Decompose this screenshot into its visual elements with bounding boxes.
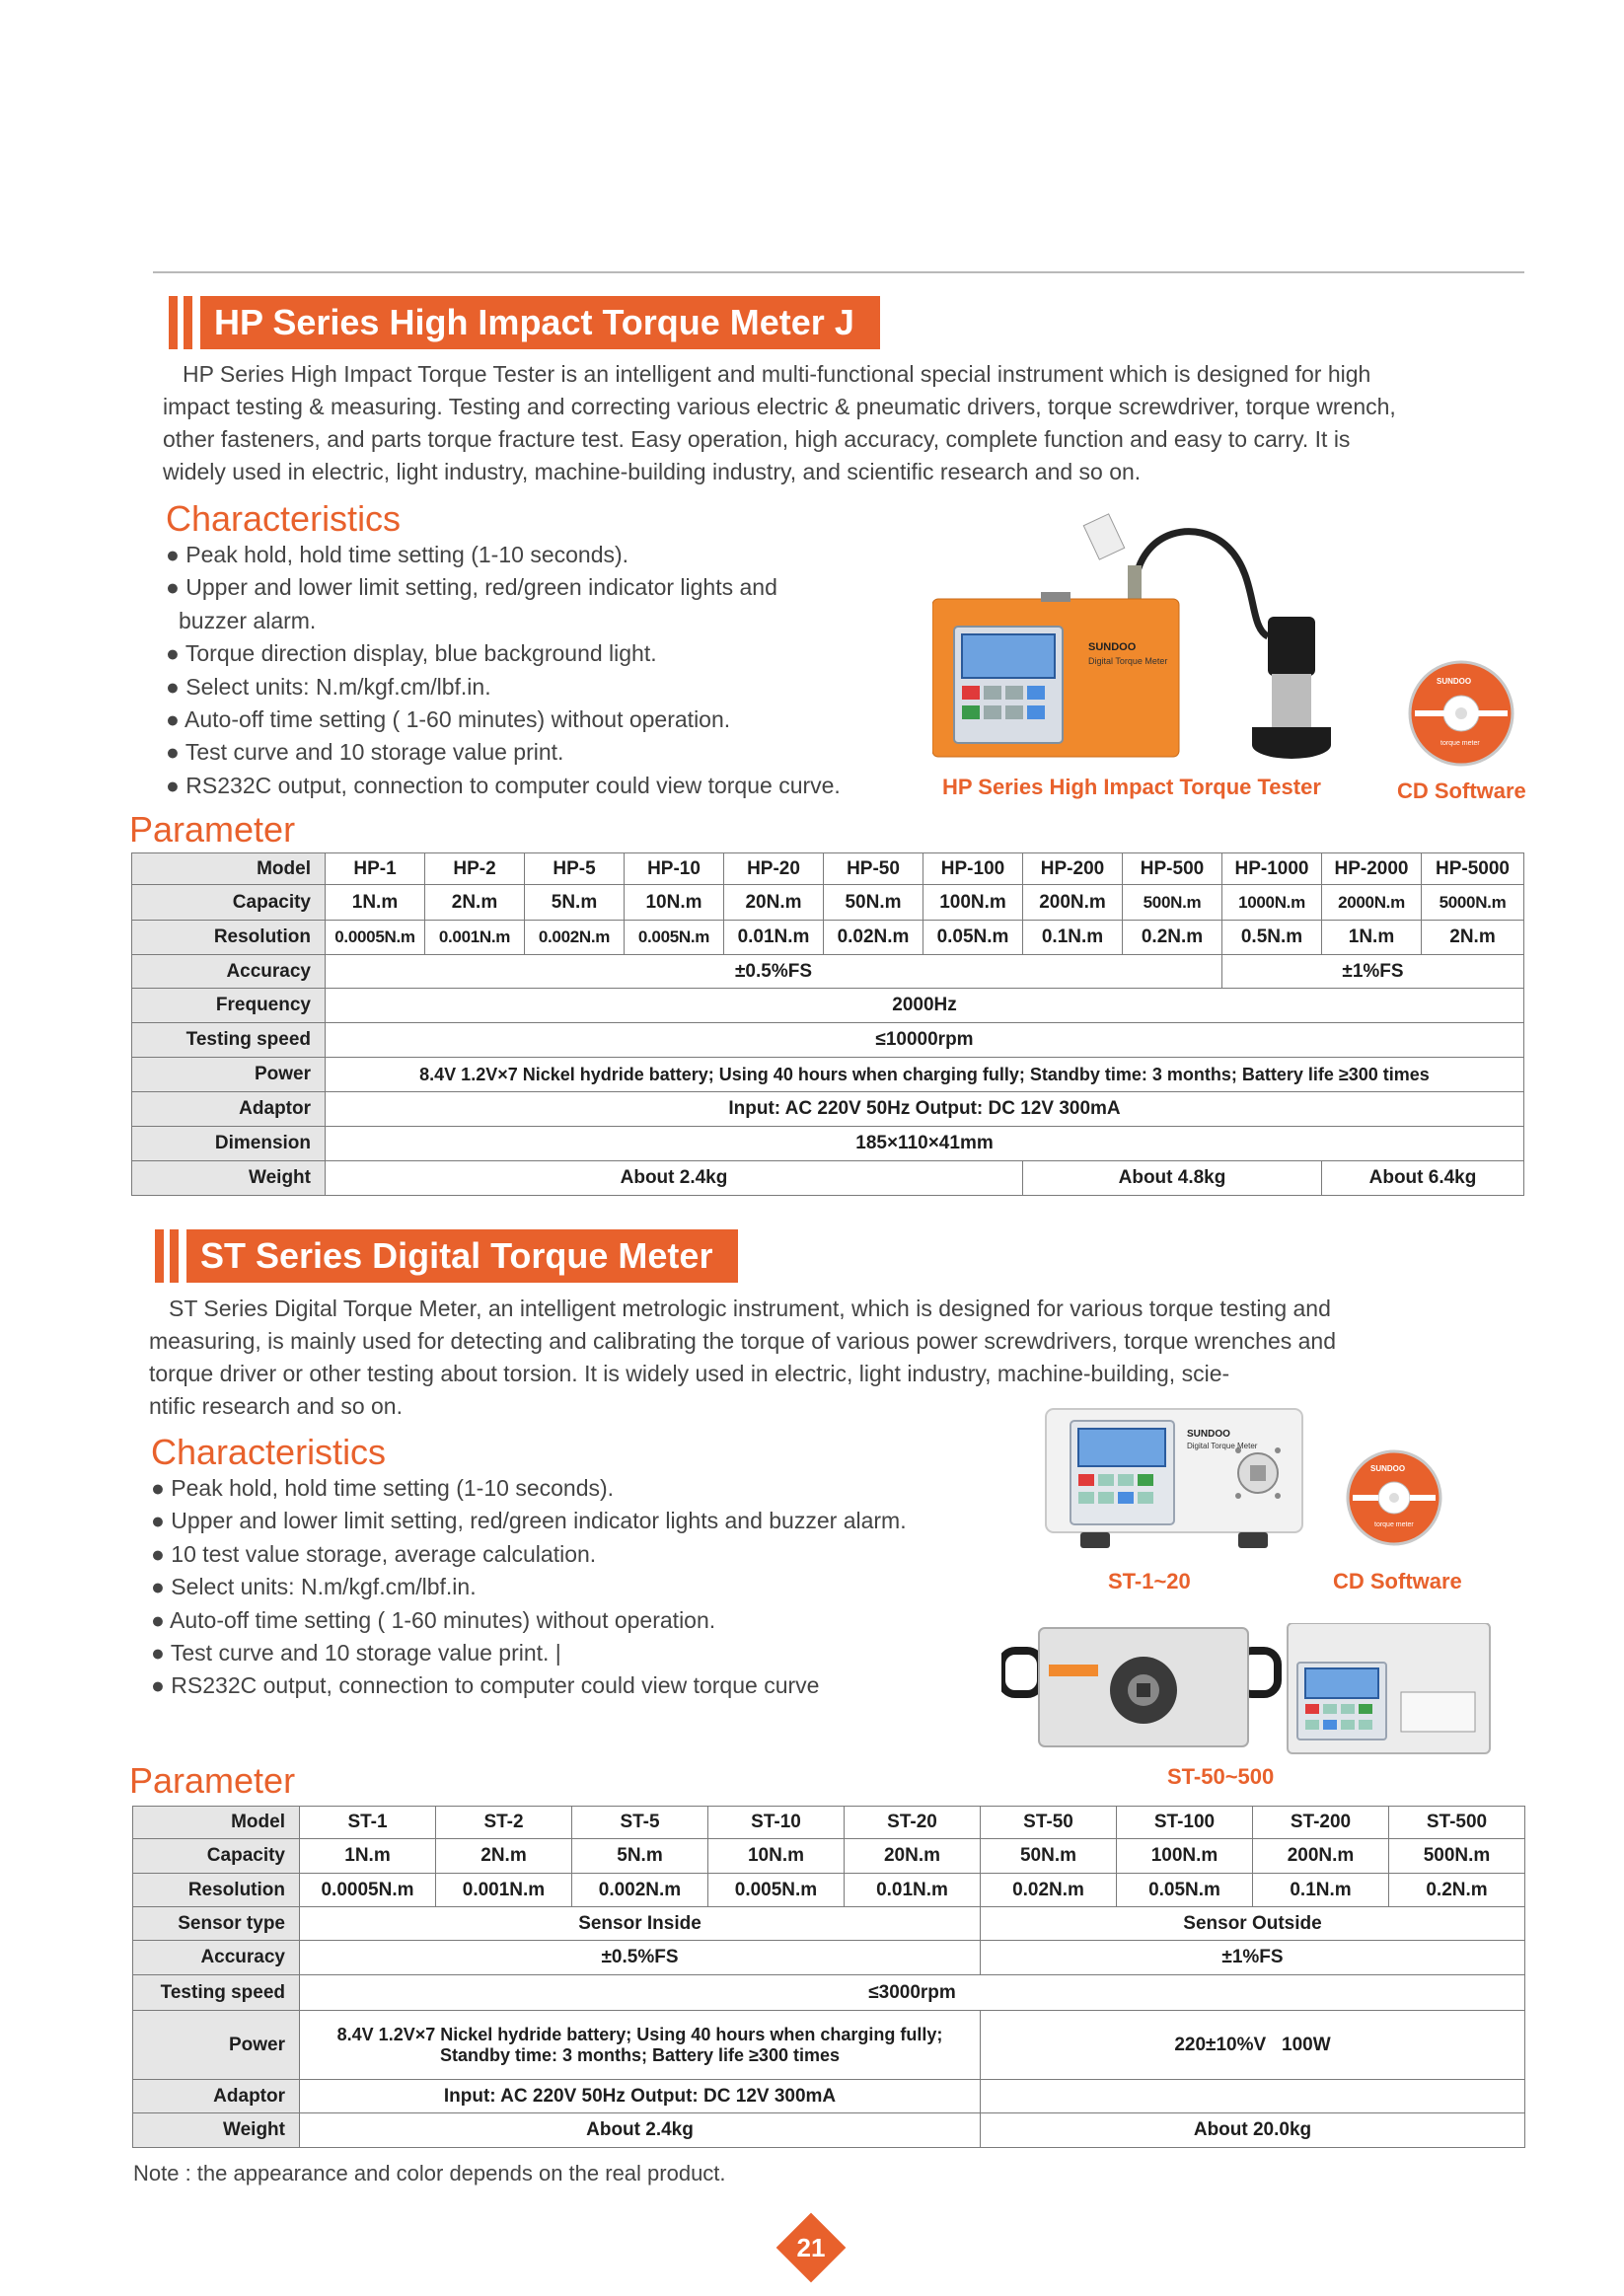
table-row	[133, 1839, 1525, 1874]
table-cell: 0.02N.m	[981, 1874, 1117, 1907]
table-row	[133, 1941, 1525, 1975]
table-row	[133, 1807, 1525, 1839]
hp-product-caption: HP Series High Impact Torque Tester	[942, 775, 1321, 799]
st1-device-brand: SUNDOO	[1187, 1429, 1230, 1440]
table-row	[132, 885, 1524, 921]
table-cell: Sensor Inside	[300, 1907, 981, 1941]
st-characteristics-list	[151, 1472, 907, 1703]
table-cell: 2000N.m	[1322, 885, 1422, 921]
table-cell: 1N.m	[326, 885, 425, 921]
st-cd-software-image	[1345, 1448, 1443, 1547]
table-cell: About 2.4kg	[326, 1161, 1023, 1196]
table-cell: 2N.m	[1422, 921, 1524, 955]
table-row	[132, 1127, 1524, 1161]
st-intro	[149, 1293, 1520, 1423]
row-label: Weight	[132, 1161, 326, 1196]
table-cell: 2000Hz	[326, 989, 1524, 1023]
table-cell: 0.001N.m	[425, 921, 525, 955]
st-characteristics-heading: Characteristics	[151, 1432, 387, 1472]
table-cell: About 4.8kg	[1023, 1161, 1322, 1196]
table-row	[133, 2011, 1525, 2080]
st-intro-line: measuring, is mainly used for detecting and calibrating the torque of various power screwdrivers, torque wrenches and	[149, 1328, 1337, 1354]
table-row	[132, 1023, 1524, 1058]
table-row	[133, 2080, 1525, 2113]
table-cell: 50N.m	[981, 1839, 1117, 1874]
row-label: Capacity	[133, 1839, 300, 1874]
table-cell: ST-1	[300, 1807, 436, 1839]
table-cell: 0.005N.m	[708, 1874, 845, 1907]
row-label: Testing speed	[132, 1023, 326, 1058]
table-cell: 200N.m	[1253, 1839, 1389, 1874]
hp-section-title: HP Series High Impact Torque Meter J	[200, 296, 880, 349]
table-cell: 0.002N.m	[572, 1874, 708, 1907]
table-cell: 0.001N.m	[436, 1874, 572, 1907]
row-label: Dimension	[132, 1127, 326, 1161]
table-cell: 5000N.m	[1422, 885, 1524, 921]
table-cell: 1N.m	[1322, 921, 1422, 955]
row-label: Adaptor	[133, 2080, 300, 2113]
table-cell: 0.1N.m	[1253, 1874, 1389, 1907]
st1-product-image	[1041, 1399, 1307, 1557]
table-cell: About 20.0kg	[981, 2113, 1525, 2148]
st-section-title: ST Series Digital Torque Meter	[186, 1229, 738, 1283]
table-cell: Sensor Outside	[981, 1907, 1525, 1941]
table-cell: ST-20	[845, 1807, 981, 1839]
hp-parameter-heading: Parameter	[129, 809, 296, 850]
table-cell: 2N.m	[425, 885, 525, 921]
row-label: Power	[132, 1058, 326, 1092]
row-label: Model	[133, 1807, 300, 1839]
table-cell: 500N.m	[1389, 1839, 1525, 1874]
characteristic-item: ● Peak hold, hold time setting (1-10 seconds).	[166, 542, 629, 567]
table-row	[133, 1975, 1525, 2011]
table-row	[132, 955, 1524, 989]
table-cell: ±1%FS	[981, 1941, 1525, 1975]
row-label: Adaptor	[132, 1092, 326, 1127]
characteristic-item: ● Auto-off time setting ( 1-60 minutes) without operation.	[166, 706, 731, 733]
table-cell: HP-500	[1123, 853, 1222, 885]
row-label: Accuracy	[132, 955, 326, 989]
table-cell: HP-100	[923, 853, 1023, 885]
st50-caption: ST-50~500	[1167, 1764, 1275, 1789]
table-row	[132, 989, 1524, 1023]
characteristic-item: ● Select units: N.m/kgf.cm/lbf.in.	[166, 673, 491, 700]
table-cell: Input: AC 220V 50Hz Output: DC 12V 300mA	[300, 2080, 981, 2113]
st50-product-image	[1001, 1623, 1495, 1756]
table-row	[132, 853, 1524, 885]
st-cd-caption: CD Software	[1333, 1569, 1462, 1593]
cd-software-image	[1407, 659, 1515, 768]
row-label: Capacity	[132, 885, 326, 921]
st-parameter-heading: Parameter	[129, 1760, 296, 1801]
row-label: Resolution	[132, 921, 326, 955]
table-row	[132, 921, 1524, 955]
table-cell: 1000N.m	[1222, 885, 1322, 921]
table-cell: About 2.4kg	[300, 2113, 981, 2148]
row-label: Resolution	[133, 1874, 300, 1907]
hp-intro-line: impact testing & measuring. Testing and correcting various electric & pneumatic drivers, torque screwdriver, torque wrench,	[163, 394, 1396, 419]
table-cell: 0.05N.m	[1117, 1874, 1253, 1907]
table-cell: 10N.m	[708, 1839, 845, 1874]
st1-caption: ST-1~20	[1108, 1569, 1191, 1593]
table-cell: 5N.m	[525, 885, 625, 921]
table-cell: HP-5	[525, 853, 625, 885]
table-cell: ST-5	[572, 1807, 708, 1839]
table-cell: 0.2N.m	[1389, 1874, 1525, 1907]
characteristic-item: ● Upper and lower limit setting, red/green indicator lights and buzzer alarm.	[151, 1508, 907, 1534]
table-cell: 0.002N.m	[525, 921, 625, 955]
characteristic-item: ● 10 test value storage, average calculation.	[151, 1540, 597, 1567]
table-cell: HP-10	[625, 853, 724, 885]
table-cell: ST-100	[1117, 1807, 1253, 1839]
table-row	[133, 1907, 1525, 1941]
cd-label: torque meter	[1374, 1521, 1414, 1528]
table-cell: 0.2N.m	[1123, 921, 1222, 955]
hp-device-brand: SUNDOO	[1088, 641, 1137, 653]
row-label: Model	[132, 853, 326, 885]
table-cell: ±0.5%FS	[326, 955, 1222, 989]
hp-characteristics-list	[166, 539, 841, 802]
table-row	[132, 1058, 1524, 1092]
table-cell: 0.0005N.m	[326, 921, 425, 955]
table-cell: HP-2000	[1322, 853, 1422, 885]
characteristic-item: ● Select units: N.m/kgf.cm/lbf.in.	[151, 1574, 477, 1600]
table-cell: ≤3000rpm	[300, 1975, 1525, 2011]
footnote: Note : the appearance and color depends on the real product.	[133, 2161, 726, 2185]
table-cell: HP-200	[1023, 853, 1123, 885]
row-label: Accuracy	[133, 1941, 300, 1975]
table-cell: HP-20	[724, 853, 824, 885]
st1-device-subtitle: Digital Torque Meter	[1187, 1442, 1258, 1450]
characteristic-item: ● Upper and lower limit setting, red/green indicator lights and	[166, 574, 777, 601]
characteristic-item: ● Peak hold, hold time setting (1-10 seconds).	[151, 1475, 615, 1501]
table-cell: 20N.m	[724, 885, 824, 921]
table-cell: 0.1N.m	[1023, 921, 1123, 955]
table-cell: 10N.m	[625, 885, 724, 921]
hp-section-banner	[169, 296, 880, 349]
table-cell: 100N.m	[1117, 1839, 1253, 1874]
characteristic-item: ● Test curve and 10 storage value print.	[166, 739, 564, 766]
hp-intro	[163, 358, 1534, 488]
cd-label: torque meter	[1440, 740, 1480, 747]
power-line: 8.4V 1.2V×7 Nickel hydride battery; Using 40 hours when charging fully;	[336, 2024, 943, 2044]
table-cell: 0.0005N.m	[300, 1874, 436, 1907]
table-cell: 220±10%V 100W	[981, 2011, 1525, 2080]
table-cell: ST-10	[708, 1807, 845, 1839]
table-cell: 50N.m	[824, 885, 923, 921]
table-cell: 100N.m	[923, 885, 1023, 921]
row-label: Frequency	[132, 989, 326, 1023]
row-label: Power	[133, 2011, 300, 2080]
row-label: Sensor type	[133, 1907, 300, 1941]
table-cell: 2N.m	[436, 1839, 572, 1874]
table-cell: ST-200	[1253, 1807, 1389, 1839]
table-cell: 500N.m	[1123, 885, 1222, 921]
table-cell: About 6.4kg	[1322, 1161, 1524, 1196]
table-row	[133, 2113, 1525, 2148]
table-cell	[981, 2080, 1525, 2113]
row-label: Weight	[133, 2113, 300, 2148]
hp-cd-caption: CD Software	[1397, 778, 1526, 803]
cd-label: SUNDOO	[1370, 1464, 1406, 1473]
row-label: Testing speed	[133, 1975, 300, 2011]
st-intro-line: ntific research and so on.	[149, 1393, 403, 1419]
hp-intro-line: other fasteners, and parts torque fracture test. Easy operation, high accuracy, complete function and easy to carry. It is	[163, 426, 1351, 452]
table-row	[132, 1161, 1524, 1196]
table-cell: 0.02N.m	[824, 921, 923, 955]
table-cell: 0.05N.m	[923, 921, 1023, 955]
hp-intro-line: HP Series High Impact Torque Tester is an intelligent and multi-functional special instrument which is designed for high	[183, 361, 1371, 387]
table-cell: 0.5N.m	[1222, 921, 1322, 955]
table-row	[133, 1874, 1525, 1907]
st-spec-table	[132, 1806, 1525, 2148]
st-section-banner	[155, 1229, 738, 1283]
characteristic-item: buzzer alarm.	[179, 607, 317, 633]
table-cell	[300, 2011, 981, 2080]
table-cell: HP-1	[326, 853, 425, 885]
table-cell: ≤10000rpm	[326, 1023, 1524, 1058]
characteristic-item: ● Test curve and 10 storage value print. |	[151, 1640, 561, 1666]
power-line: Standby time: 3 months; Battery life ≥300 times	[440, 2044, 840, 2065]
table-row	[132, 1092, 1524, 1127]
st-intro-line: ST Series Digital Torque Meter, an intelligent metrologic instrument, which is designed for various torque testing and	[169, 1296, 1331, 1321]
table-cell: Input: AC 220V 50Hz Output: DC 12V 300mA	[326, 1092, 1524, 1127]
page-number: 21	[796, 2233, 826, 2262]
table-cell: 0.01N.m	[845, 1874, 981, 1907]
characteristic-item: ● RS232C output, connection to computer could view torque curve	[151, 1672, 820, 1699]
header-rule	[153, 271, 1524, 273]
cd-label: SUNDOO	[1437, 677, 1472, 686]
table-cell: ST-2	[436, 1807, 572, 1839]
table-cell: ST-500	[1389, 1807, 1525, 1839]
table-cell: 1N.m	[300, 1839, 436, 1874]
table-cell: HP-1000	[1222, 853, 1322, 885]
table-cell: 185×110×41mm	[326, 1127, 1524, 1161]
characteristic-item: ● Torque direction display, blue background light.	[166, 640, 657, 667]
st-intro-line: torque driver or other testing about torsion. It is widely used in electric, light industry, machine-building, scie-	[149, 1361, 1230, 1386]
table-cell: 0.01N.m	[724, 921, 824, 955]
table-cell: ST-50	[981, 1807, 1117, 1839]
table-cell: 5N.m	[572, 1839, 708, 1874]
hp-device-subtitle: Digital Torque Meter	[1088, 656, 1168, 666]
table-cell: 0.005N.m	[625, 921, 724, 955]
hp-intro-line: widely used in electric, light industry, machine-building industry, and scientific research and so on.	[163, 459, 1142, 484]
hp-characteristics-heading: Characteristics	[166, 498, 402, 539]
table-cell: HP-50	[824, 853, 923, 885]
table-cell: 20N.m	[845, 1839, 981, 1874]
table-cell: 200N.m	[1023, 885, 1123, 921]
characteristic-item: ● RS232C output, connection to computer could view torque curve.	[166, 772, 841, 798]
characteristic-item: ● Auto-off time setting ( 1-60 minutes) without operation.	[151, 1606, 716, 1633]
table-cell: HP-5000	[1422, 853, 1524, 885]
table-cell: ±1%FS	[1222, 955, 1524, 989]
table-cell: 8.4V 1.2V×7 Nickel hydride battery; Using 40 hours when charging fully; Standby time: 3 months; Battery life ≥300 times	[326, 1058, 1524, 1092]
table-cell: ±0.5%FS	[300, 1941, 981, 1975]
hp-spec-table	[131, 852, 1524, 1196]
table-cell: HP-2	[425, 853, 525, 885]
hp-product-image	[932, 508, 1347, 765]
